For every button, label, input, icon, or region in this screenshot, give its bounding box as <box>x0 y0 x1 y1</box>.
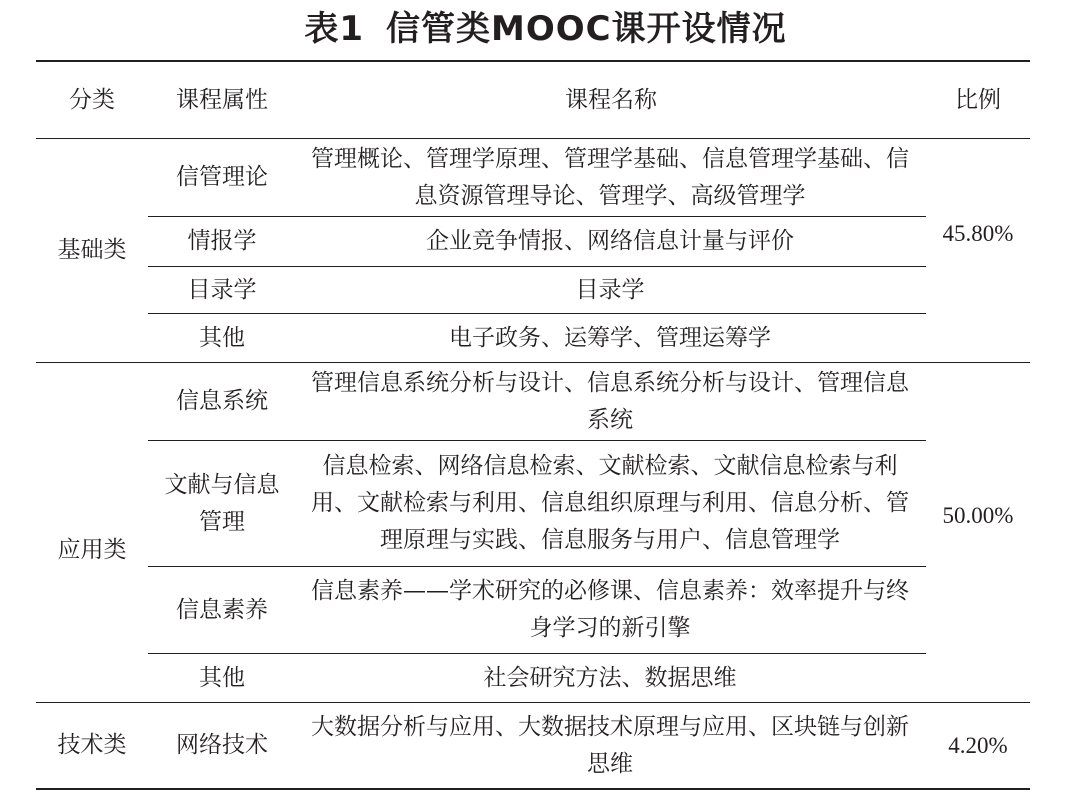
bottom-rule <box>36 788 1030 790</box>
category-cell: 基础类 <box>57 237 127 263</box>
header-names: 课程名称 <box>565 86 657 113</box>
ratio-cell: 45.80% <box>942 221 1014 246</box>
course-names-cell: 社会研究方法、数据思维 <box>483 664 737 691</box>
table-title <box>0 4 1091 54</box>
table-number: 表1 <box>304 9 365 49</box>
course-names-cell: 电子政务、运筹学、管理运筹学 <box>449 324 771 351</box>
attribute-cell: 其他 <box>199 664 245 691</box>
attribute-cell: 文献与信息管理 <box>164 471 280 535</box>
attribute-cell: 信息系统 <box>176 388 268 414</box>
ratio-cell: 50.00% <box>942 502 1014 528</box>
header-attribute: 课程属性 <box>176 86 268 113</box>
course-names-cell: 管理信息系统分析与设计、信息系统分析与设计、管理信息系统 <box>311 369 909 433</box>
course-names-cell: 信息检索、网络信息检索、文献检索、文献信息检索与利用、文献检索与利用、信息组织原理与利用、信息分析、管理原理与实践、信息服务与用户、信息管理学 <box>311 453 909 553</box>
course-names-cell: 大数据分析与应用、大数据技术原理与应用、区块链与创新思维 <box>311 713 909 777</box>
course-names-cell: 企业竞争情报、网络信息计量与评价 <box>426 228 794 254</box>
table-caption: 信管类MOOC课开设情况 <box>386 9 787 49</box>
course-names-cell: 目录学 <box>575 276 645 303</box>
ratio-cell: 4.20% <box>948 733 1008 758</box>
attribute-cell: 信管理论 <box>176 164 268 190</box>
course-names-cell: 信息素养——学术研究的必修课、信息素养：效率提升与终身学习的新引擎 <box>311 578 909 641</box>
attribute-cell: 其他 <box>199 324 245 351</box>
attribute-cell: 网络技术 <box>176 732 268 758</box>
attribute-cell: 情报学 <box>187 228 257 254</box>
attribute-cell: 目录学 <box>187 276 257 303</box>
attribute-cell: 信息素养 <box>176 596 268 623</box>
header-category: 分类 <box>69 86 115 113</box>
category-cell: 技术类 <box>57 732 127 758</box>
course-names-cell: 管理概论、管理学原理、管理学基础、信息管理学基础、信息资源管理导论、管理学、高级管理学 <box>311 145 909 209</box>
category-cell: 应用类 <box>57 536 127 563</box>
header-ratio: 比例 <box>955 86 1001 113</box>
